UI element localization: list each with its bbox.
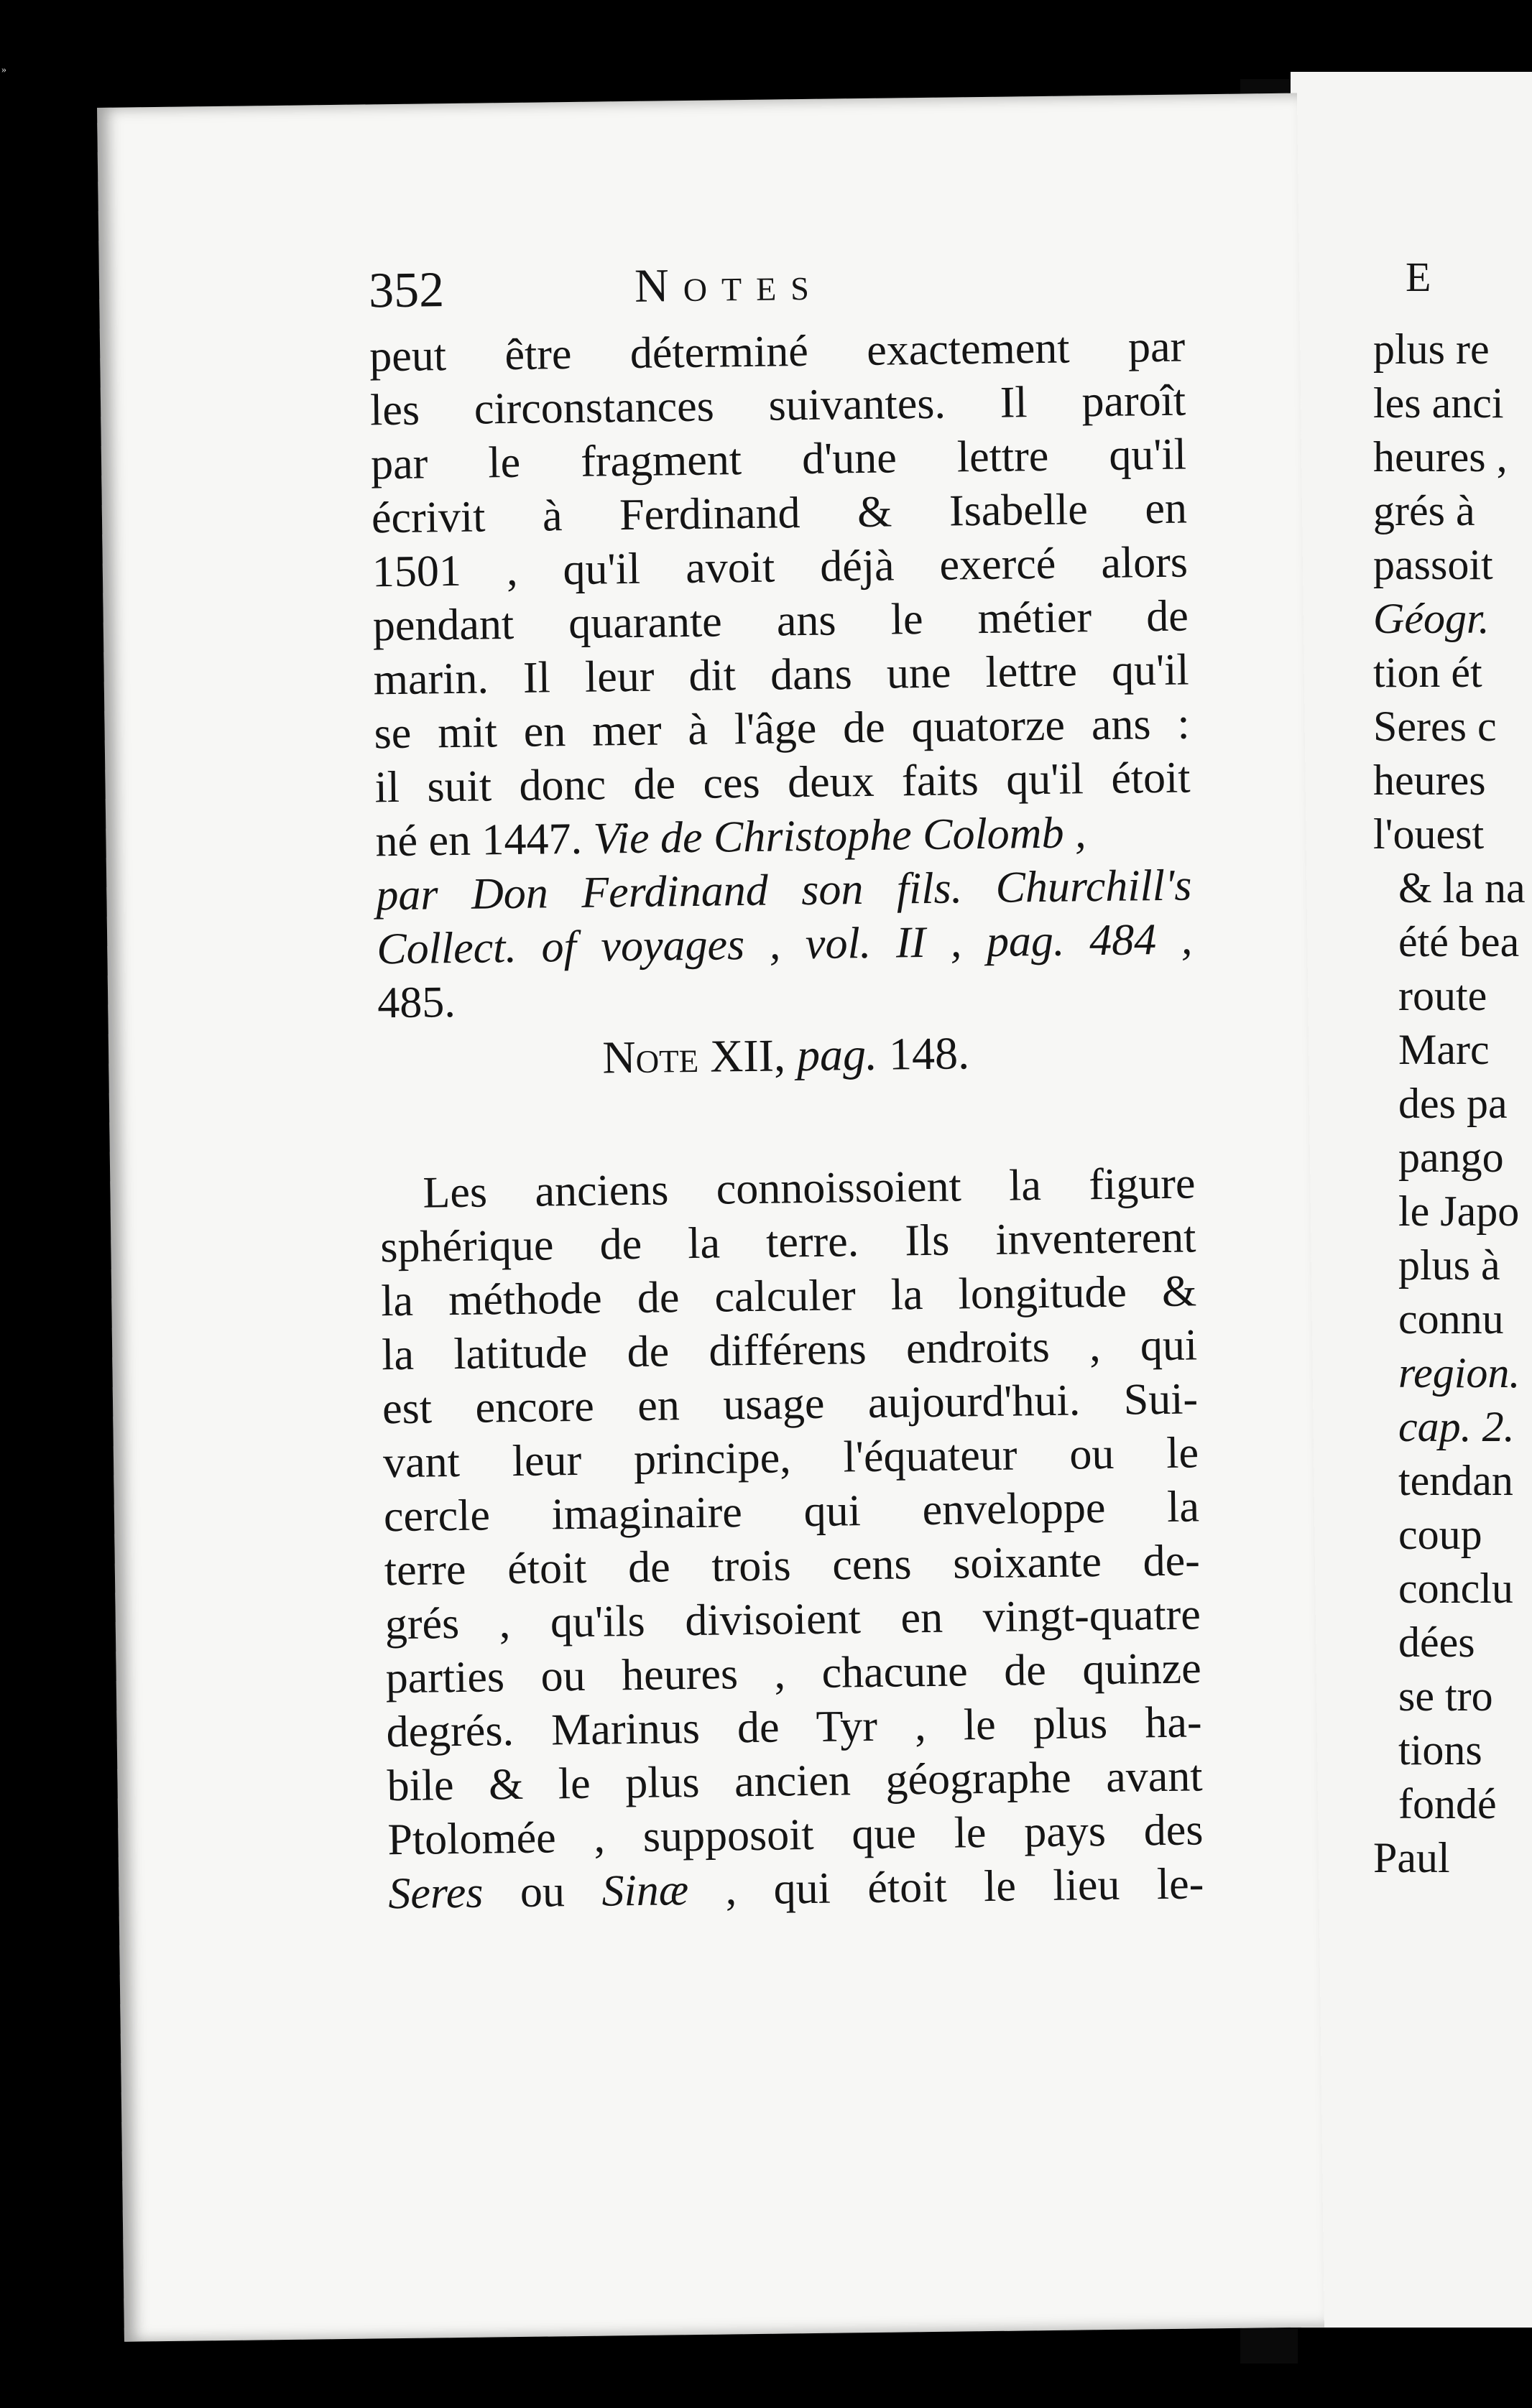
right-page-line: Paul — [1373, 1834, 1450, 1881]
corner-mark: » — [1, 65, 6, 75]
right-page-line: Seres c — [1373, 703, 1497, 750]
right-page-line: passoit — [1373, 541, 1493, 588]
text-line: grés , qu'ils divisoient en vingt-quatre — [384, 1590, 1201, 1649]
right-page — [1291, 72, 1532, 2328]
text-line: cercle imaginaire qui enveloppe la — [383, 1482, 1200, 1542]
citation-line: Collect. of voyages , vol. II , pag. 484 , — [376, 914, 1193, 974]
right-page-line: coup — [1398, 1511, 1482, 1558]
right-page-line: été bea — [1398, 918, 1520, 965]
citation-fragment: Vie de Christophe Colomb , — [593, 808, 1086, 863]
right-page-line: l'ouest — [1373, 810, 1485, 858]
left-page — [97, 93, 1324, 2342]
right-page-line: region. — [1398, 1349, 1521, 1397]
text-line: parties ou heures , chacune de quinze — [385, 1644, 1202, 1703]
right-page-line: le Japo — [1398, 1187, 1520, 1235]
word-seres: Seres — [387, 1868, 484, 1919]
right-page-line: pango — [1398, 1134, 1504, 1181]
note-page-ref: 148. — [888, 1027, 970, 1080]
right-page-line: connu — [1398, 1295, 1504, 1343]
text-line: Les anciens connoissoient la figure — [423, 1159, 1196, 1218]
text-line: les circonstances suivantes. Il paroît — [369, 376, 1186, 435]
running-head: Notes — [634, 257, 824, 312]
right-page-line: Géogr. — [1373, 595, 1490, 642]
note-number: XII — [709, 1029, 775, 1082]
text-line: terre étoit de trois cens soixante de- — [384, 1536, 1201, 1596]
text-line: sphérique de la terre. Ils inventerent — [379, 1213, 1196, 1272]
text-line: écrivit à Ferdinand & Isabelle en — [371, 483, 1188, 543]
right-page-line: des pa — [1398, 1080, 1508, 1127]
text-line: 1501 , qu'il avoit déjà exercé alors — [372, 537, 1189, 597]
text-line: Ptolomée , supposoit que le pays des — [387, 1805, 1204, 1865]
note-heading: Note XII, pag. 148. — [601, 1027, 970, 1083]
note-label: Note — [601, 1030, 699, 1083]
right-page-line: dées — [1398, 1619, 1475, 1666]
text-line: par le fragment d'une lettre qu'il — [370, 430, 1187, 489]
right-page-line: fondé — [1398, 1780, 1497, 1828]
text-line: se mit en mer à l'âge de quatorze ans : — [374, 699, 1191, 759]
right-page-line: conclu — [1398, 1565, 1513, 1612]
text-line: marin. Il leur dit dans une lettre qu'il — [373, 645, 1190, 705]
right-page-line: grés à — [1373, 487, 1475, 534]
text-line: il suit donc de ces deux faits qu'il étoit — [374, 753, 1191, 812]
right-page-line: heures — [1373, 756, 1486, 804]
text-line: la méthode de calculer la longitude & — [380, 1266, 1197, 1326]
line-rest: , qui étoit le lieu le- — [725, 1859, 1204, 1914]
right-page-line: heures , — [1373, 433, 1508, 481]
right-page-line: route — [1398, 972, 1487, 1019]
right-page-line: cap. 2. — [1398, 1403, 1515, 1450]
right-page-line: plus re — [1373, 325, 1490, 373]
text-line: est encore en usage aujourd'hui. Sui- — [382, 1374, 1199, 1434]
right-page-line: tendan — [1398, 1457, 1513, 1504]
right-page-line: les anci — [1373, 379, 1504, 427]
text-line: la latitude de différens endroits , qui — [381, 1320, 1198, 1380]
right-page-line: & la na — [1398, 864, 1526, 912]
note-pag: pag. — [796, 1028, 878, 1081]
page-number: 352 — [368, 262, 445, 319]
word-ou: ou — [520, 1867, 566, 1917]
text-line: bile & le plus ancien géographe avant — [387, 1751, 1203, 1811]
right-page-line: tions — [1398, 1726, 1482, 1774]
right-page-line: plus à — [1398, 1241, 1500, 1289]
text-line-with-citation — [375, 805, 1191, 867]
text-line: pendant quarante ans le métier de — [372, 591, 1189, 651]
text-line: peut être déterminé exactement par — [369, 322, 1186, 381]
text-line: degrés. Marinus de Tyr , le plus ha- — [386, 1698, 1202, 1757]
citation-line: 485. — [377, 978, 456, 1028]
right-page-header-fragment: E — [1406, 254, 1431, 300]
text-fragment: né en 1447. — [375, 814, 583, 866]
right-page-line: tion ét — [1373, 649, 1482, 696]
right-page-line: Marc — [1398, 1026, 1490, 1073]
word-sinae: Sinæ — [601, 1866, 689, 1916]
right-page-line: se tro — [1398, 1672, 1493, 1720]
text-line: vant leur principe, l'équateur ou le — [382, 1428, 1199, 1488]
text-line-last — [388, 1858, 1204, 1920]
citation-line: par Don Ferdinand son fils. Churchill's — [376, 861, 1192, 920]
